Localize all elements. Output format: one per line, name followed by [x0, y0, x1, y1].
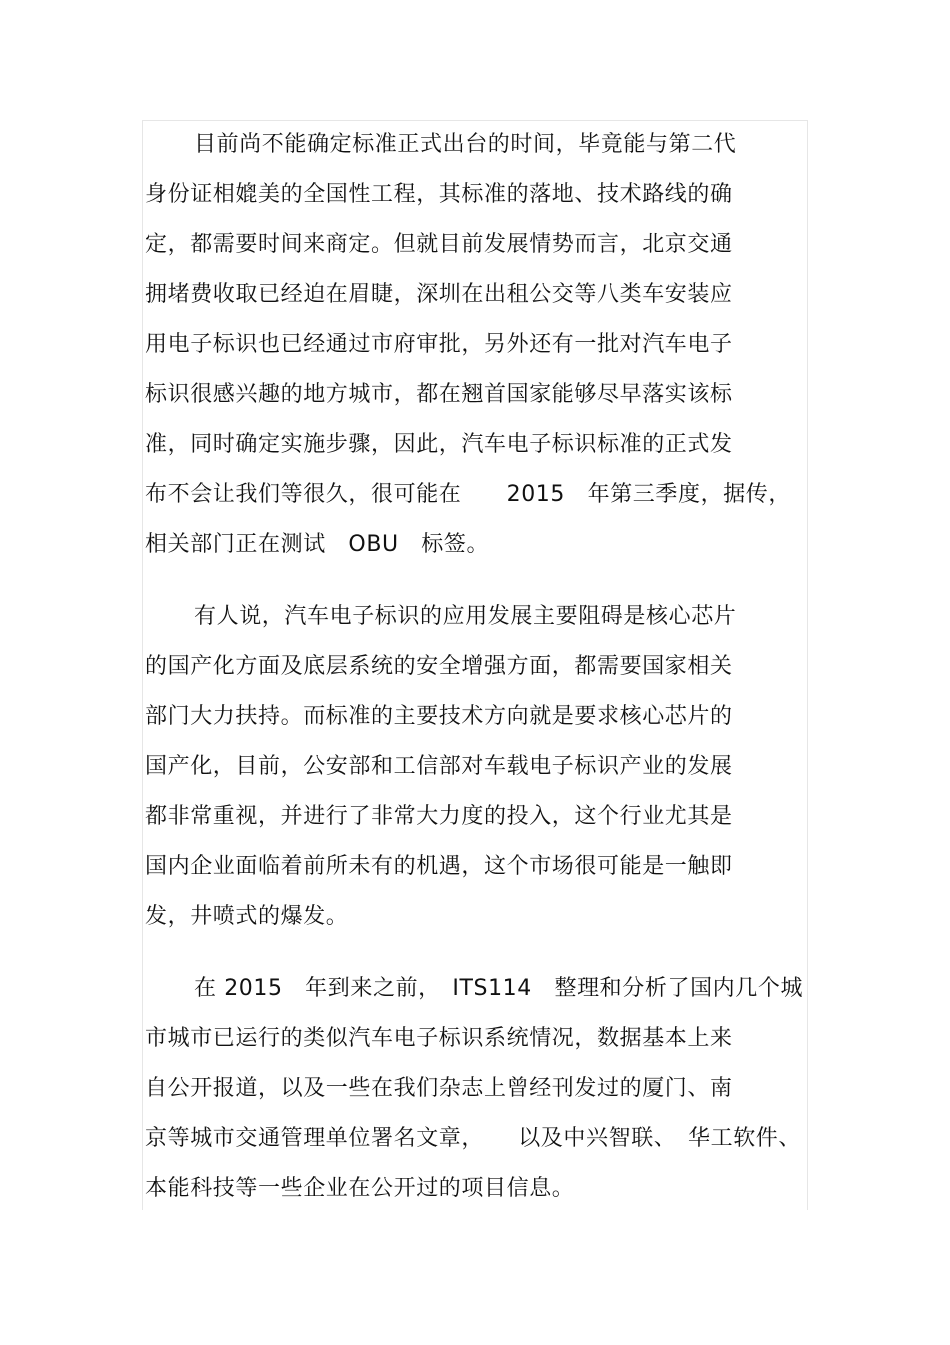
paragraph-2-line-5: 都非常重视，并进行了非常大力度的投入，这个行业尤其是: [145, 804, 733, 829]
paragraph-1-line-8: 布不会让我们等很久，很可能在 2015 年第三季度，据传，: [145, 482, 791, 507]
paragraph-1-line-9: 相关部门正在测试 OBU 标签。: [145, 532, 490, 557]
paragraph-2-line-4: 国产化，目前，公安部和工信部对车载电子标识产业的发展: [145, 754, 733, 779]
paragraph-1-line-3: 定，都需要时间来商定。但就目前发展情势而言，北京交通: [145, 232, 733, 257]
paragraph-1-line-7: 准，同时确定实施步骤，因此，汽车电子标识标准的正式发: [145, 432, 733, 457]
paragraph-1-line-4: 拥堵费收取已经迫在眉睫，深圳在出租公交等八类车安装应: [145, 282, 733, 307]
paragraph-3-line-1: 在 2015 年到来之前， ITS114 整理和分析了国内几个城: [194, 976, 804, 1001]
paragraph-3-line-3: 自公开报道，以及一些在我们杂志上曾经刊发过的厦门、南: [145, 1076, 733, 1101]
paragraph-1-line-2: 身份证相媲美的全国性工程，其标准的落地、技术路线的确: [145, 182, 733, 207]
paragraph-3-line-4: 京等城市交通管理单位署名文章， 以及中兴智联、 华工软件、: [145, 1126, 802, 1151]
paragraph-3-line-2: 市城市已运行的类似汽车电子标识系统情况，数据基本上来: [145, 1026, 733, 1051]
paragraph-2-line-3: 部门大力扶持。而标准的主要技术方向就是要求核心芯片的: [145, 704, 733, 729]
paragraph-2-line-2: 的国产化方面及底层系统的安全增强方面，都需要国家相关: [145, 654, 733, 679]
paragraph-1-line-5: 用电子标识也已经通过市府审批，另外还有一批对汽车电子: [145, 332, 733, 357]
paragraph-3-line-5: 本能科技等一些企业在公开过的项目信息。: [145, 1176, 575, 1201]
paragraph-1-line-6: 标识很感兴趣的地方城市，都在翘首国家能够尽早落实该标: [145, 382, 733, 407]
paragraph-2-line-6: 国内企业面临着前所未有的机遇，这个市场很可能是一触即: [145, 854, 733, 879]
page-frame-top-border: [142, 120, 808, 121]
paragraph-2-line-7: 发，井喷式的爆发。: [145, 904, 349, 929]
page-frame-right-border: [807, 120, 808, 1210]
paragraph-2-line-1: 有人说，汽车电子标识的应用发展主要阻碍是核心芯片: [194, 604, 737, 629]
paragraph-1-line-1: 目前尚不能确定标准正式出台的时间，毕竟能与第二代: [194, 132, 737, 157]
page-frame-left-border: [142, 120, 143, 1210]
